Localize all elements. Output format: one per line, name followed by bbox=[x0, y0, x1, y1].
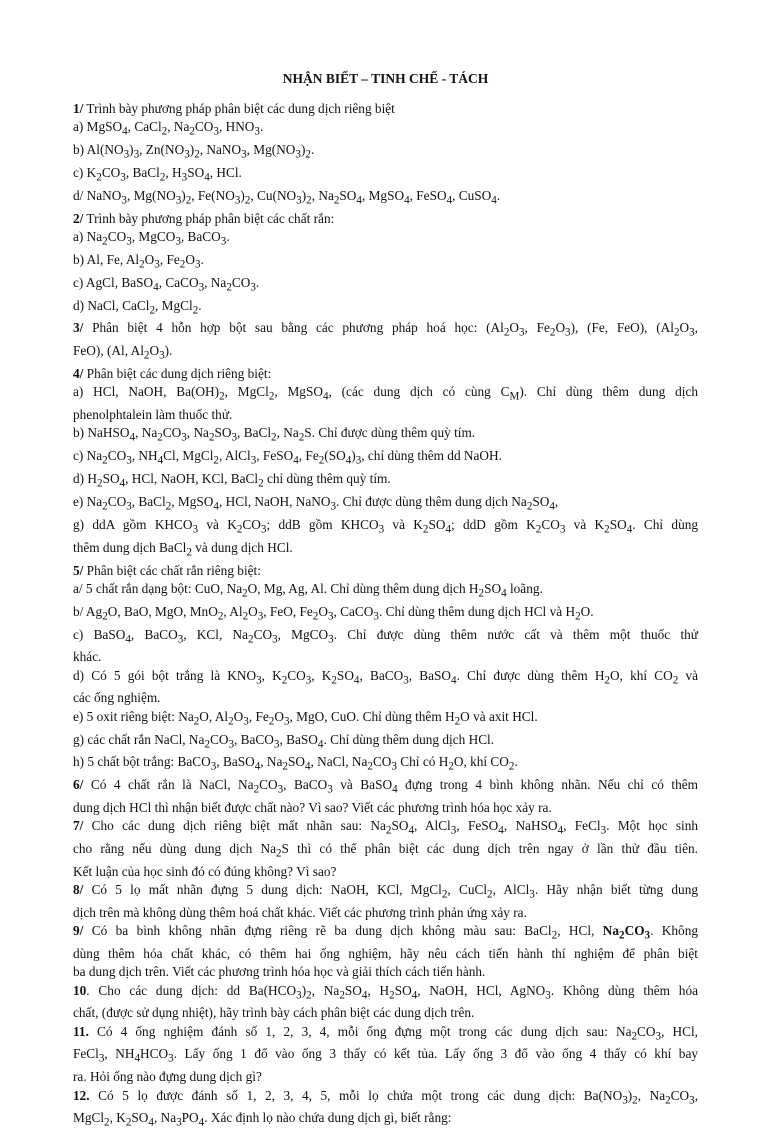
text-line: các ống nghiệm. bbox=[73, 690, 161, 706]
text-line: a) HCl, NaOH, $Ba(OH)_2$, MgCl$_2$, MgSO$_4$, (các dung dịch có cùng $C_M$). Chỉ dùng thêm dung dịch bbox=[73, 384, 699, 404]
text-line: FeO), (Al, $Al_2O_3$). bbox=[73, 343, 173, 362]
text-line: a) $Na_2CO_3$, MgCO$_3$, BaCO$_3$. bbox=[73, 229, 230, 248]
text-line: 4/ Phân biệt các dung dịch riêng biệt: bbox=[73, 366, 272, 382]
text-line: a) MgSO$_4$, CaCl$_2$, $Na_2CO_3$, $HNO_3$. bbox=[73, 119, 264, 139]
text-line: d) NaCl, CaCl$_2$, MgCl$_2$. bbox=[73, 297, 202, 317]
text-line: g) ddA gồm $KHCO_3$ và $K_2CO_3$; ddB gồm $KHCO_3$ và $K_2SO_4$; ddD gồm $K_2CO_3$ và $K_2SO_4$. Chỉ dùng bbox=[73, 516, 699, 536]
text-line: c) AgCl, BaSO$_4$, CaCO$_3$, $Na_2CO_3$. bbox=[73, 274, 260, 294]
text-line: d) Có 5 gói bột trắng là $KNO_3$, $K_2CO_3$, $K_2SO_4$, BaCO$_3$, BaSO$_4$. Chỉ được dùng thêm $H_2O$, khí $CO_2$ và bbox=[73, 667, 698, 687]
text-line: ra. Hỏi ống nào đựng dung dịch gì? bbox=[73, 1069, 262, 1085]
text-line: dùng thêm hóa chất khác, có thêm hai ống nghiệm, hãy nêu cách tiến hành thí nghiệm để phân biệt bbox=[73, 946, 698, 962]
document-page bbox=[73, 70, 698, 1132]
text-line: c) $Na_2CO_3$, $NH_4Cl$, MgCl$_2$, AlCl$_3$, FeSO$_4$, $Fe_2(SO_4)_3$, chỉ dùng thêm dd NaOH. bbox=[73, 448, 502, 467]
question-number: 2/ bbox=[73, 210, 84, 226]
text-line: ba dung dịch trên. Viết các phương trình hóa học và giải thích cách tiến hành. bbox=[73, 964, 486, 980]
text-line: 8/ Có 5 lọ mất nhãn đựng 5 dung dịch: NaOH, KCl, MgCl$_2$, CuCl$_2$, AlCl$_3$. Hãy nhận biết từng dung bbox=[73, 882, 698, 901]
text-line: e) 5 oxit riêng biệt: $Na_2O$, $Al_2O_3$, $Fe_2O_3$, MgO, CuO. Chỉ dùng thêm $H_2O$ và axit HCl. bbox=[73, 708, 538, 728]
text-line: 11. Có 4 ống nghiệm đánh số 1, 2, 3, 4, mỗi ống đựng một trong các dung dịch sau: $Na_2CO_3$, HCl, bbox=[73, 1023, 698, 1043]
text-line: 12. Có 5 lọ được đánh số 1, 2, 3, 4, 5, mỗi lọ chứa một trong các dung dịch: $Ba(NO_3)_2$, $Na_2CO_3$, bbox=[73, 1087, 699, 1107]
text-line: chất, (được sử dụng nhiệt), hãy trình bày cách phân biệt các dung dịch trên. bbox=[73, 1005, 475, 1021]
question-number: 1/ bbox=[73, 101, 84, 117]
text-line: khác. bbox=[73, 649, 102, 665]
text-line: phenolphtalein làm thuốc thử. bbox=[73, 407, 233, 423]
text-line: b) Al, Fe, $Al_2O_3$, $Fe_2O_3$. bbox=[73, 251, 204, 271]
text-line: b) NaHSO$_4$, $Na_2CO_3$, $Na_2SO_3$, BaCl$_2$, $Na_2S$. Chỉ được dùng thêm quỳ tím. bbox=[73, 425, 476, 445]
text-line: 2/ Trình bày phương pháp phân biệt các chất rắn: bbox=[73, 210, 335, 226]
text-line: e) $Na_2CO_3$, BaCl$_2$, MgSO$_4$, HCl, NaOH, NaNO$_3$. Chỉ được dùng thêm dung dịch $Na_2SO_4$, bbox=[73, 494, 559, 513]
text-line: b/ $Ag_2O$, BaO, MgO, MnO$_2$, $Al_2O_3$, FeO, $Fe_2O_3$, CaCO$_3$. Chỉ dùng thêm dung dịch HCl và $H_2O$. bbox=[73, 603, 594, 623]
text-line: dịch trên mà không dùng thêm hoá chất khác. Viết các phương trình phản ứng xảy ra. bbox=[73, 905, 527, 921]
text-line: 7/ Cho các dung dịch riêng biệt mất nhãn sau: $Na_2SO_4$, AlCl$_3$, FeSO$_4$, NaHSO$_4$, FeCl$_3$. Một học sinh bbox=[73, 818, 699, 837]
text-line: dung dịch HCl thì nhận biết được chất nào? Vì sao? Viết các phương trình hóa học xảy ra. bbox=[73, 800, 552, 816]
text-line: a/ 5 chất rắn dạng bột: CuO, $Na_2O$, Mg, Ag, Al. Chỉ dùng thêm dung dịch $H_2SO_4$ loãng. bbox=[73, 580, 543, 600]
text-line: g) các chất rắn NaCl, $Na_2CO_3$, BaCO$_3$, BaSO$_4$. Chỉ dùng thêm dung dịch HCl. bbox=[73, 731, 495, 751]
text-line: 10. Cho các dung dịch: dd $Ba(HCO_3)_2$, $Na_2SO_4$, $H_2SO_4$, NaOH, HCl, AgNO$_3$. Không dùng thêm hóa bbox=[73, 982, 698, 1002]
text-line: 9/ Có ba bình không nhãn đựng riêng rẽ ba dung dịch không màu sau: BaCl$_2$, HCl, $Na_2CO_3$. Không bbox=[73, 923, 698, 942]
text-line: b) $Al(NO_3)_3$, $Zn(NO_3)_2$, NaNO$_3$, $Mg(NO_3)_2$. bbox=[73, 142, 315, 161]
document-body bbox=[73, 100, 698, 1132]
text-line: d) $H_2SO_4$, HCl, NaOH, KCl, BaCl$_2$ chỉ dùng thêm quỳ tím. bbox=[73, 471, 391, 490]
text-line: d/ NaNO$_3$, $Mg(NO_3)_2$, $Fe(NO_3)_2$, $Cu(NO_3)_2$, $Na_2SO_4$, MgSO$_4$, FeSO$_4$, CuSO$_4$. bbox=[73, 187, 501, 207]
text-line: c) $K_2CO_3$, BaCl$_2$, $H_3SO_4$, HCl. bbox=[73, 165, 242, 184]
question-number: 5/ bbox=[73, 562, 84, 578]
text-line: thêm dung dịch BaCl$_2$ và dung dịch HCl. bbox=[73, 539, 293, 559]
question-number: 4/ bbox=[73, 366, 84, 382]
text-line: cho rằng nếu dùng dung dịch $Na_2S$ thì có thể phân biệt các dung dịch trên ngay ở lần thử đầu tiên. bbox=[73, 841, 698, 860]
text-line: FeCl$_3$, $NH_4HCO_3$. Lấy ống 1 đổ vào ống 3 thấy có kết tủa. Lấy ống 3 đổ vào ống 4 thấy có khí bay bbox=[73, 1046, 699, 1066]
text-line: 3/ Phân biệt 4 hỗn hợp bột sau bằng các phương pháp hoá học: ($Al_2O_3$, $Fe_2O_3$), (Fe, FeO), ($Al_2O_3$, bbox=[73, 320, 698, 340]
text-line: MgCl$_2$, $K_2SO_4$, $Na_3PO_4$. Xác định lọ nào chứa dung dịch gì, biết rằng: bbox=[73, 1110, 452, 1130]
text-line: Kết luận của học sinh đó có đúng không? Vì sao? bbox=[73, 864, 337, 880]
text-line: 6/ Có 4 chất rắn là NaCl, $Na_2CO_3$, BaCO$_3$ và BaSO$_4$ đựng trong 4 bình không nhãn. Nếu chỉ có thêm bbox=[73, 777, 698, 796]
text-line: h) 5 chất bột trắng: BaCO$_3$, BaSO$_4$, $Na_2SO_4$, NaCl, $Na_2CO_3$ Chỉ có $H_2O$, khí $CO_2$. bbox=[73, 754, 518, 774]
text-line: 1/ Trình bày phương pháp phân biệt các dung dịch riêng biệt bbox=[73, 101, 395, 117]
text-line: 5/ Phân biệt các chất rắn riêng biệt: bbox=[73, 562, 261, 578]
text-line: c) BaSO$_4$, BaCO$_3$, KCl, $Na_2CO_3$, MgCO$_3$. Chỉ được dùng thêm nước cất và thêm một thuốc thử bbox=[73, 626, 698, 646]
document-title: NHẬN BIẾT – TINH CHẾ - TÁCH bbox=[282, 71, 489, 86]
